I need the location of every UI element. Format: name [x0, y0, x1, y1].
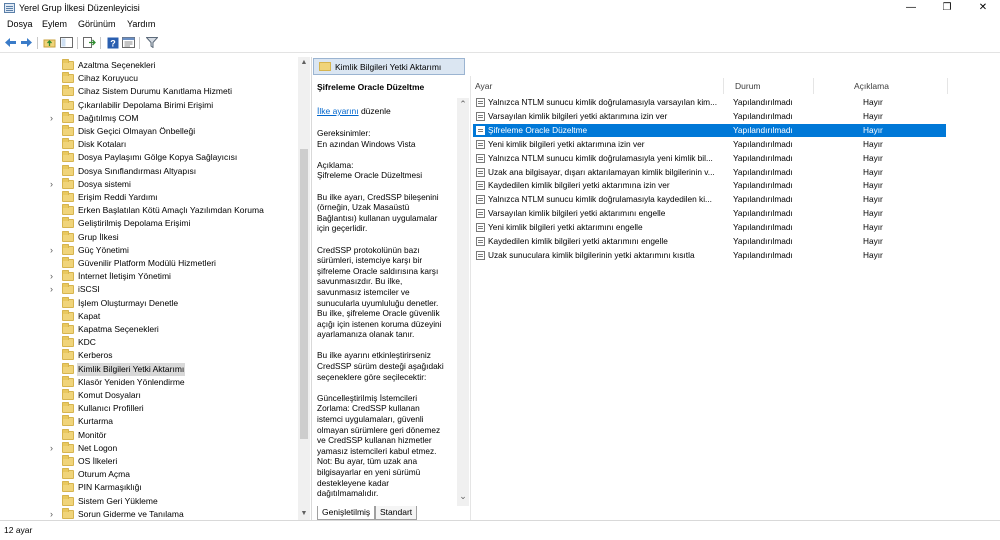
tree-item[interactable] [0, 336, 296, 349]
policy-tree [0, 57, 312, 520]
tree-item-label: Grup İlkesi [78, 231, 119, 242]
minimize-button[interactable]: — [906, 2, 916, 13]
tree-item[interactable] [0, 415, 296, 428]
filter-icon[interactable] [144, 35, 159, 50]
forward-arrow-icon[interactable] [19, 35, 34, 50]
folder-icon [62, 180, 74, 189]
tree-item-label: Erken Başlatılan Kötü Amaçlı Yazılımdan Koruma [78, 205, 264, 216]
policy-row-name: Şifreleme Oracle Düzeltme [488, 124, 588, 135]
folder-icon [62, 219, 74, 228]
policy-row[interactable] [473, 249, 946, 262]
tab-extended[interactable]: Genişletilmiş [317, 506, 375, 520]
tree-item-label: Dosya Sınıflandırması Altyapısı [78, 165, 197, 176]
window-title: Yerel Grup İlkesi Düzenleyicisi [19, 3, 140, 13]
folder-icon [62, 206, 74, 215]
properties-icon[interactable] [121, 35, 136, 50]
policy-row[interactable] [473, 221, 946, 234]
tree-item-label: Sistem Geri Yükleme [78, 495, 158, 506]
policy-row-name: Yalnızca NTLM sunucu kimlik doğrulamasıyla kaydedilen ki... [488, 194, 712, 205]
menu-dosya[interactable]: Dosya [7, 19, 33, 29]
svg-text:?: ? [109, 38, 116, 48]
policy-setting-icon [476, 168, 485, 177]
expand-chevron-icon[interactable]: › [50, 112, 53, 123]
tree-item[interactable] [0, 125, 296, 138]
tree-item[interactable] [0, 455, 296, 468]
menu-gorunum[interactable]: Görünüm [78, 19, 116, 29]
policy-row[interactable] [473, 124, 946, 137]
tree-item[interactable] [0, 270, 296, 283]
policy-row-state: Yapılandırılmadı [733, 236, 793, 246]
folder-icon [62, 510, 74, 519]
title-bar [0, 0, 1000, 17]
policy-row-name: Varsayılan kimlik bilgileri yetki aktarımını engelle [488, 208, 666, 219]
tree-item[interactable] [0, 481, 296, 494]
folder-icon [62, 167, 74, 176]
tree-item[interactable] [0, 112, 296, 125]
tree-item[interactable] [0, 231, 296, 244]
policy-row-state: Yapılandırılmadı [733, 208, 793, 219]
tree-item-label: Disk Geçici Olmayan Önbelleği [78, 126, 196, 136]
tree-item[interactable] [0, 72, 296, 85]
scroll-up-chevron-icon[interactable]: ⌃ [459, 99, 467, 109]
tree-item-label: PIN Karmaşıklığı [78, 482, 142, 493]
policy-row-name: Uzak ana bilgisayar, dışarı aktarılamayan kimlik bilgilerinin v... [488, 166, 715, 177]
folder-icon [62, 114, 74, 123]
tree-item[interactable] [0, 310, 296, 323]
policy-setting-icon [476, 140, 485, 149]
menu-eylem[interactable]: Eylem [42, 19, 68, 29]
tree-item-label: Cihaz Koruyucu [78, 73, 139, 84]
tree-item[interactable] [0, 151, 296, 164]
policy-row[interactable] [473, 96, 946, 109]
folder-icon [62, 153, 74, 162]
tree-item[interactable] [0, 204, 296, 217]
column-header-setting[interactable]: Ayar [475, 81, 493, 91]
tree-item[interactable] [0, 297, 296, 310]
policy-row-state: Yapılandırılmadı [733, 180, 793, 191]
folder-icon [62, 325, 74, 334]
folder-icon [62, 351, 74, 360]
policy-row-comment: Hayır [863, 110, 883, 121]
tree-item[interactable] [0, 165, 296, 178]
expand-chevron-icon[interactable]: › [50, 178, 53, 189]
policy-row-comment: Hayır [863, 194, 883, 205]
policy-row-comment: Hayır [863, 124, 883, 135]
expand-chevron-icon[interactable]: › [50, 442, 53, 453]
tree-item-label: Komut Dosyaları [78, 390, 141, 400]
column-divider[interactable] [947, 78, 948, 94]
tree-item-label: iSCSI [78, 284, 100, 295]
policy-row-state: Yapılandırılmadı [733, 110, 793, 121]
group-policy-app-icon [4, 3, 15, 13]
policy-row[interactable] [473, 138, 946, 151]
policy-row-comment: Hayır [863, 249, 883, 260]
column-divider[interactable] [813, 78, 814, 94]
scroll-up-arrow-icon[interactable]: ▲ [300, 59, 308, 66]
tab-standard[interactable]: Standart [375, 506, 417, 520]
edit-policy-suffix: düzenle [358, 106, 391, 116]
folder-icon [62, 299, 74, 308]
tree-item[interactable] [0, 389, 296, 402]
tree-item-label: Çıkarılabilir Depolama Birimi Erişimi [78, 99, 214, 110]
policy-row-state: Yapılandırılmadı [733, 124, 793, 135]
policy-setting-icon [476, 209, 485, 218]
scroll-down-arrow-icon[interactable]: ▼ [300, 510, 308, 517]
policy-description-text: Gereksinimler: En azından Windows Vista Açıklama: Şifreleme Oracle Düzeltmesi Bu ilke ayarı, CredSSP bileşenini (örneğin, Uzak Masaüstü Bağlantısı) kullanan uygulamalar için geçerlidir. CredSSP protokolünün bazı sürümleri, istemciye karşı bir şifreleme Oracle saldırısına karşı savunmasızdır. Bu ilke, savunmasız istemciler ve sunucularla uyumluluğu denetler. Bu ilke, şifreleme Oracle güvenlik açığı için istenen koruma düzeyini ayarlamanıza olanak tanır. Bu ilke ayarını etkinleştirirseniz CredSSP sürüm desteği aşağıdaki seçeneklere göre seçilecektir: Güncelleştirilmiş İstemcileri Zorlama: CredSSP kullanan istemci uygulamaları, güvenli olmayan sürümlere geri dönemez ve CredSSP kullanan hizmetler yamasız istemcileri kabul etmez. Not: Bu ayar, tüm uzak ana bilgisayarlar en yeni sürümü destekleyene kadar dağıtılmamalıdır. [317, 128, 444, 499]
edit-policy-line [317, 106, 391, 116]
folder-icon [62, 378, 74, 387]
tree-item-label: Klasör Yeniden Yönlendirme [78, 376, 185, 387]
tree-item-label: Geliştirilmiş Depolama Erişimi [78, 218, 191, 229]
menu-yardim[interactable]: Yardım [127, 19, 156, 29]
view-tabs [313, 506, 470, 520]
tree-item-label: Sorun Giderme ve Tanılama [78, 508, 184, 519]
policy-row-name: Varsayılan kimlik bilgileri yetki aktarımına izin ver [488, 110, 668, 121]
section-header-label: Kimlik Bilgileri Yetki Aktarımı [335, 62, 442, 72]
tree-item-label: Kurtarma [78, 416, 113, 427]
folder-icon [62, 61, 74, 70]
expand-chevron-icon[interactable]: › [50, 284, 53, 295]
description-scrollbar[interactable] [457, 98, 469, 506]
folder-icon [62, 101, 74, 110]
tree-item[interactable] [0, 363, 296, 376]
tree-scroll-thumb[interactable] [300, 149, 308, 439]
tree-item[interactable] [0, 217, 296, 230]
tree-item[interactable] [0, 59, 296, 72]
help-icon[interactable] [105, 35, 120, 50]
folder-icon [62, 87, 74, 96]
tree-item-label: Dağıtılmış COM [78, 112, 139, 123]
tree-item-label: Disk Kotaları [78, 139, 127, 150]
tree-item-label: KDC [78, 337, 96, 348]
menu-bar [0, 17, 1000, 33]
policy-row[interactable] [473, 110, 946, 123]
policy-row-name: Uzak sunuculara kimlik bilgilerinin yetki aktarımını kısıtla [488, 249, 695, 260]
tree-item-label: Güvenilir Platform Modülü Hizmetleri [78, 258, 216, 268]
folder-icon [62, 391, 74, 400]
folder-icon [62, 193, 74, 202]
policy-row-comment: Hayır [863, 180, 883, 191]
policy-setting-icon [476, 181, 485, 190]
tree-item[interactable] [0, 349, 296, 362]
toolbar-separator [100, 37, 101, 49]
description-pane [313, 76, 470, 506]
tree-item[interactable] [0, 429, 296, 442]
policy-row-comment: Hayır [863, 166, 883, 177]
tree-item[interactable] [0, 99, 296, 112]
tree-item-label: Cihaz Sistem Durumu Kanıtlama Hizmeti [78, 86, 232, 97]
tree-item-label: Erişim Reddi Yardımı [78, 192, 158, 202]
folder-icon [62, 312, 74, 321]
policy-row-comment: Hayır [863, 222, 883, 233]
policy-row-comment: Hayır [863, 208, 883, 219]
tree-item-label: Dosya sistemi [78, 178, 131, 189]
folder-icon [62, 483, 74, 492]
policy-setting-icon [476, 98, 485, 107]
status-setting-count: 12 ayar [4, 525, 33, 535]
folder-icon [62, 404, 74, 413]
folder-icon [62, 365, 74, 374]
expand-chevron-icon[interactable]: › [50, 271, 53, 282]
folder-icon [62, 444, 74, 453]
tree-item[interactable] [0, 323, 296, 336]
folder-icon [62, 127, 74, 136]
tree-item[interactable] [0, 508, 296, 520]
export-list-icon[interactable] [82, 35, 97, 50]
policy-row-comment: Hayır [863, 236, 883, 246]
policy-row-name: Yalnızca NTLM sunucu kimlik doğrulamasıyla yeni kimlik bil... [488, 152, 713, 163]
scroll-down-chevron-icon[interactable]: ⌄ [459, 491, 467, 501]
tree-item-label: Azaltma Seçenekleri [78, 60, 156, 70]
section-header [313, 58, 465, 75]
tree-item[interactable] [0, 85, 296, 98]
policy-setting-icon [476, 251, 485, 260]
folder-icon [62, 457, 74, 466]
policy-row-comment: Hayır [863, 152, 883, 163]
tree-item-label: Dosya Paylaşımı Gölge Kopya Sağlayıcısı [78, 152, 238, 163]
tree-item[interactable] [0, 283, 296, 296]
policy-row-name: Yeni kimlik bilgileri yetki aktarımına izin ver [488, 138, 645, 149]
folder-icon [319, 62, 331, 71]
tree-item-label: Kerberos [78, 350, 113, 361]
tree-item[interactable] [0, 244, 296, 257]
folder-icon [62, 285, 74, 294]
policy-row-comment: Hayır [863, 138, 883, 149]
maximize-button[interactable]: ❐ [942, 2, 952, 13]
folder-icon [62, 272, 74, 281]
expand-chevron-icon[interactable]: › [50, 508, 53, 519]
column-header-state[interactable]: Durum [735, 81, 761, 91]
tree-item-label: Kullanıcı Profilleri [78, 403, 144, 414]
policy-row-state: Yapılandırılmadı [733, 138, 793, 149]
settings-list [470, 76, 1000, 520]
column-divider[interactable] [723, 78, 724, 94]
policy-setting-icon [476, 195, 485, 204]
policy-row-state: Yapılandırılmadı [733, 97, 793, 107]
tree-item-label: Kimlik Bilgileri Yetki Aktarımı [78, 363, 185, 374]
tree-item-label: Güç Yönetimi [78, 244, 129, 255]
policy-row[interactable] [473, 166, 946, 179]
folder-icon [62, 74, 74, 83]
folder-icon [62, 470, 74, 479]
policy-row-comment: Hayır [863, 97, 883, 107]
policy-row-state: Yapılandırılmadı [733, 222, 793, 233]
policy-row[interactable] [473, 152, 946, 165]
policy-row-name: Kaydedilen kimlik bilgileri yetki aktarımına izin ver [488, 180, 670, 191]
policy-setting-icon [476, 126, 485, 135]
folder-icon [62, 497, 74, 506]
policy-row[interactable] [473, 193, 946, 206]
policy-row-name: Kaydedilen kimlik bilgileri yetki aktarımını engelle [488, 236, 668, 246]
tree-item[interactable] [0, 138, 296, 151]
policy-setting-icon [476, 154, 485, 163]
folder-icon [62, 246, 74, 255]
tree-item[interactable] [0, 402, 296, 415]
tree-item-label: Oturum Açma [78, 469, 130, 480]
back-arrow-icon[interactable] [3, 35, 18, 50]
folder-icon [62, 140, 74, 149]
policy-row[interactable] [473, 235, 946, 248]
policy-setting-icon [476, 112, 485, 121]
tree-item[interactable] [0, 257, 296, 270]
up-folder-icon[interactable] [42, 35, 57, 50]
tree-item[interactable] [0, 495, 296, 508]
policy-row[interactable] [473, 179, 946, 192]
policy-row-name: Yalnızca NTLM sunucu kimlik doğrulamasıyla varsayılan kim... [488, 97, 718, 107]
folder-icon [62, 417, 74, 426]
policy-row-name: Yeni kimlik bilgileri yetki aktarımını engelle [488, 222, 643, 233]
tree-scrollbar[interactable] [298, 57, 310, 520]
tree-item-label: OS İlkeleri [78, 456, 118, 466]
show-hide-tree-icon[interactable] [59, 35, 74, 50]
status-bar [0, 520, 1000, 540]
policy-setting-icon [476, 223, 485, 232]
tree-item-label: İşlem Oluşturmayı Denetle [78, 297, 179, 308]
policy-row-state: Yapılandırılmadı [733, 249, 793, 260]
close-button[interactable]: ✕ [978, 2, 988, 13]
tree-item-label: Monitör [78, 429, 107, 440]
policy-row[interactable] [473, 207, 946, 220]
policy-row-state: Yapılandırılmadı [733, 166, 793, 177]
tree-item[interactable] [0, 191, 296, 204]
policy-setting-icon [476, 237, 485, 246]
column-header-comment[interactable]: Açıklama [854, 81, 889, 91]
policy-row-state: Yapılandırılmadı [733, 194, 793, 205]
tree-item-label: İnternet İletişim Yönetimi [78, 271, 171, 282]
tree-item[interactable] [0, 178, 296, 191]
tree-item[interactable] [0, 442, 296, 455]
toolbar-separator [77, 37, 78, 49]
toolbar-separator [37, 37, 38, 49]
tree-item-label: Kapat [78, 310, 101, 321]
folder-icon [62, 431, 74, 440]
folder-icon [62, 259, 74, 268]
selected-policy-title: Şifreleme Oracle Düzeltme [317, 82, 425, 92]
folder-icon [62, 338, 74, 347]
folder-icon [62, 233, 74, 242]
policy-row-state: Yapılandırılmadı [733, 152, 793, 163]
toolbar [0, 33, 1000, 53]
tree-item-label: Kapatma Seçenekleri [78, 324, 159, 334]
tree-item[interactable] [0, 376, 296, 389]
toolbar-separator [139, 37, 140, 49]
edit-policy-link[interactable]: İlke ayarını [317, 106, 359, 116]
tree-item-label: Net Logon [78, 442, 118, 453]
tree-item[interactable] [0, 468, 296, 481]
expand-chevron-icon[interactable]: › [50, 244, 53, 255]
